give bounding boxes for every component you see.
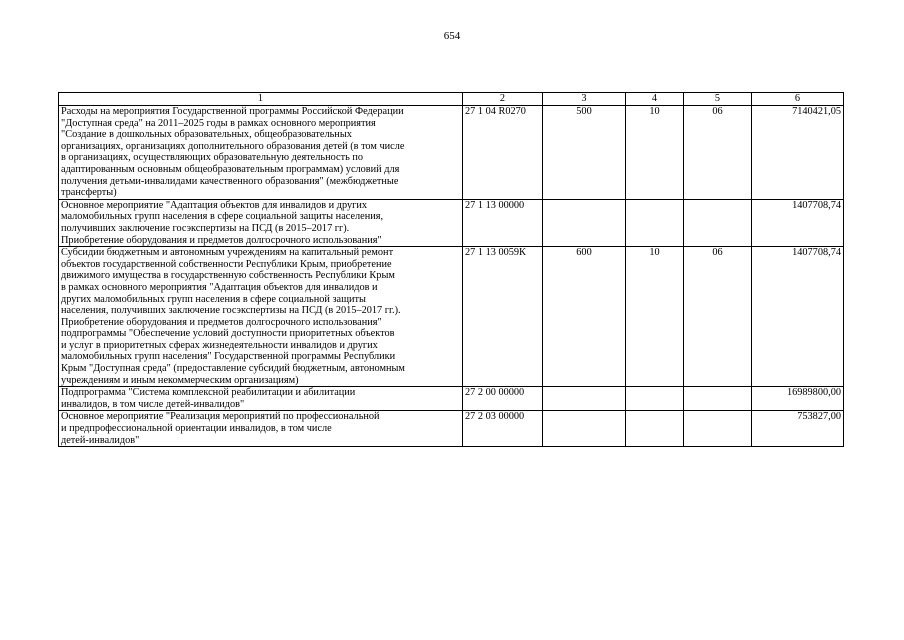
row-col4-cell bbox=[626, 199, 684, 246]
table-row bbox=[59, 411, 844, 447]
row-amount-cell: 7140421,05 bbox=[752, 106, 844, 200]
row-col5-cell bbox=[684, 199, 752, 246]
table-row bbox=[59, 199, 844, 246]
row-amount-cell: 1407708,74 bbox=[752, 247, 844, 387]
row-col3-cell bbox=[543, 411, 626, 447]
row-col5-cell: 06 bbox=[684, 247, 752, 387]
row-name-cell: Основное мероприятие "Реализация мероприятий по профессиональной и предпрофессиональной ориентации инвалидов, в том числе детей-инвалидов" bbox=[59, 411, 463, 447]
table-row bbox=[59, 387, 844, 411]
column-header-4: 4 bbox=[626, 93, 684, 106]
row-col4-cell: 10 bbox=[626, 247, 684, 387]
row-col3-cell bbox=[543, 387, 626, 411]
row-code-cell: 27 1 13 00000 bbox=[463, 199, 543, 246]
table-row bbox=[59, 106, 844, 200]
row-code-cell: 27 1 13 0059К bbox=[463, 247, 543, 387]
budget-table bbox=[58, 92, 844, 447]
row-name-cell: Расходы на мероприятия Государственной программы Российской Федерации "Доступная среда" на 2011–2025 годы в рамках основного мероприятия "Создание в дошкольных образовательных, общеобразовательных организациях, организациях дополнительного образования детей (в том числе в организациях, осуществляющих образовательную деятельность по адаптированным основным общеобразовательным программам) условий для получения детьми-инвалидами качественного образования" (межбюджетные трансферты) bbox=[59, 106, 463, 200]
row-code-cell: 27 2 03 00000 bbox=[463, 411, 543, 447]
column-header-5: 5 bbox=[684, 93, 752, 106]
row-col5-cell: 06 bbox=[684, 106, 752, 200]
table-row bbox=[59, 247, 844, 387]
row-col5-cell bbox=[684, 387, 752, 411]
column-header-1: 1 bbox=[59, 93, 463, 106]
row-col4-cell bbox=[626, 411, 684, 447]
row-amount-cell: 753827,00 bbox=[752, 411, 844, 447]
table-header-row bbox=[59, 93, 844, 106]
row-col5-cell bbox=[684, 411, 752, 447]
column-header-6: 6 bbox=[752, 93, 844, 106]
row-code-cell: 27 2 00 00000 bbox=[463, 387, 543, 411]
row-col3-cell bbox=[543, 199, 626, 246]
row-name-cell: Подпрограмма "Система комплексной реабилитации и абилитации инвалидов, в том числе детей-инвалидов" bbox=[59, 387, 463, 411]
row-col4-cell bbox=[626, 387, 684, 411]
column-header-2: 2 bbox=[463, 93, 543, 106]
row-amount-cell: 16989800,00 bbox=[752, 387, 844, 411]
page-number: 654 bbox=[443, 30, 461, 42]
row-col3-cell: 500 bbox=[543, 106, 626, 200]
row-col4-cell: 10 bbox=[626, 106, 684, 200]
column-header-3: 3 bbox=[543, 93, 626, 106]
row-name-cell: Основное мероприятие "Адаптация объектов для инвалидов и других маломобильных групп населения в сфере социальной защиты населения, получивших заключение госэкспертизы на ПСД (в 2015–2017 гг). Приобретение оборудования и предметов долгосрочного использования" bbox=[59, 199, 463, 246]
row-amount-cell: 1407708,74 bbox=[752, 199, 844, 246]
row-code-cell: 27 1 04 R0270 bbox=[463, 106, 543, 200]
row-name-cell: Субсидии бюджетным и автономным учреждениям на капитальный ремонт объектов государственной собственности Республики Крым, приобретение движимого имущества в государственную собственность Республики Крым в рамках основного мероприятия "Адаптация объектов для инвалидов и других маломобильных групп населения в сфере социальной защиты населения, получивших заключение госэкспертизы на ПСД (в 2015–2017 гг.). Приобретение оборудования и предметов долгосрочного использования" подпрограммы "Обеспечение условий доступности приоритетных объектов и услуг в приоритетных сферах жизнедеятельности инвалидов и других маломобильных групп населения" Государственной программы Республики Крым "Доступная среда" (предоставление субсидий бюджетным, автономным учреждениям и иным некоммерческим организациям) bbox=[59, 247, 463, 387]
row-col3-cell: 600 bbox=[543, 247, 626, 387]
